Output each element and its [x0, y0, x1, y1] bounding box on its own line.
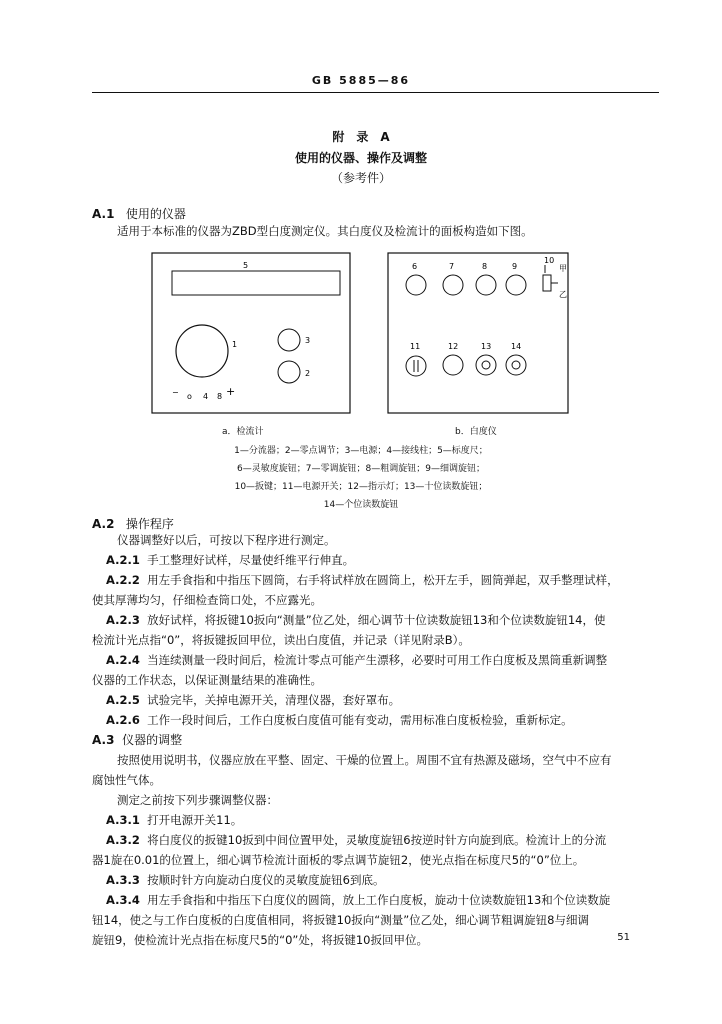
clause-number: A.3.3: [106, 873, 140, 887]
section-number: A.3: [92, 733, 115, 747]
a3-intro: 按照使用说明书，仪器应放在平整、固定、干燥的位置上。周围不宜有热源及磁场，空气中不应有: [117, 753, 612, 767]
section-number: A.2: [92, 517, 115, 531]
indicator-lamp: [443, 355, 463, 375]
clause-a2-3: [92, 610, 662, 630]
label-jia: 甲: [559, 264, 567, 273]
galvanometer-panel: [152, 253, 350, 413]
label-yi: 乙: [559, 290, 567, 299]
clause-a3-3: [92, 870, 662, 890]
clause-text-cont: 旋钮9，使检流计光点指在标度尺5的“0”处，将扳键10扳回甲位。: [92, 933, 428, 947]
label-8: 8: [482, 262, 488, 271]
legend-line: 10—扳键；11—电源开关；12—指示灯；13—十位读数旋钮；: [234, 482, 488, 492]
label-6: 6: [412, 262, 418, 271]
terminal-plus: +: [226, 385, 236, 398]
clause-number: A.2.3: [106, 613, 140, 627]
legend-line: 6—灵敏度旋钮；7—零调旋钮；8—粗调旋钮；9—细调旋钮；: [237, 464, 485, 474]
clause-text: 用左手食指和中指压下圆筒，右手将试样放在圆筒上，松开左手，圆筒弹起，双手整理试样，: [147, 573, 619, 587]
toggle-key: [543, 275, 551, 291]
label-7: 7: [449, 262, 455, 271]
a3-intro2: 测定之前按下列步骤调整仪器：: [117, 793, 278, 807]
tens-knob: [476, 355, 496, 375]
zero-knob: [443, 275, 463, 295]
terminal-o: o: [187, 392, 192, 401]
clause-number: A.3.1: [106, 813, 140, 827]
zero-adjust-knob: [278, 361, 300, 383]
clause-a2-2: [92, 570, 662, 590]
clause-number: A.3.2: [106, 833, 140, 847]
appendix-note: （参考件）: [330, 171, 391, 185]
a2-intro: 仪器调整好以后，可按以下程序进行测定。: [117, 533, 336, 547]
legend-line: 1—分流器；2—零点调节；3—电源；4—接线柱；5—标度尺；: [234, 446, 488, 456]
clause-text: 放好试样，将扳键10扳向“测量”位乙处，细心调节十位读数旋钮13和个位读数旋钮14，使: [147, 613, 606, 627]
clause-text: 打开电源开关11。: [147, 813, 243, 827]
section-title: 仪器的调整: [122, 733, 183, 747]
clause-text-cont: 使其厚薄均匀，仔细检查筒口处，不应露光。: [92, 593, 322, 607]
figure-legend: [0, 442, 722, 514]
clause-number: A.2.2: [106, 573, 140, 587]
terminal-minus: −: [172, 388, 179, 397]
coarse-knob: [476, 275, 496, 295]
clause-number: A.2.6: [106, 713, 140, 727]
clause-a3-4: [92, 890, 662, 910]
clause-text-cont: 仪器的工作状态，以保证测量结果的准确性。: [92, 673, 322, 687]
shunt-knob: [176, 325, 228, 377]
caption-b: b．白度仪: [455, 427, 497, 437]
page-number: 51: [617, 932, 630, 943]
standard-code: GB 5885—86: [311, 74, 411, 87]
label-12: 12: [448, 342, 459, 351]
label-14: 14: [511, 342, 522, 351]
label-11: 11: [410, 342, 421, 351]
clause-a2-5: [92, 690, 662, 710]
section-a1: [92, 205, 186, 222]
section-number: A.1: [92, 207, 115, 221]
clause-text: 按顺时针方向旋动白度仪的灵敏度旋钮6到底。: [147, 873, 385, 887]
instrument-figure: [140, 245, 580, 445]
clause-text: 工作一段时间后，工作白度板白度值可能有变动，需用标准白度板检验，重新标定。: [147, 713, 573, 727]
clause-text-cont: 钮14，使之与工作白度板的白度值相同，将扳键10扳向“测量”位乙处，细心调节粗调旋钮8与细调: [92, 913, 589, 927]
clause-number: A.2.5: [106, 693, 140, 707]
label-2: 2: [305, 369, 311, 378]
scale-window: [172, 271, 340, 295]
clause-a3-2: [92, 830, 662, 850]
units-knob: [506, 355, 526, 375]
appendix-label: 附 录 A: [332, 130, 390, 144]
clause-text: 将白度仪的扳键10扳到中间位置甲处，灵敏度旋钮6按逆时针方向旋到底。检流计上的分流: [147, 833, 607, 847]
clause-text-cont: 检流计光点指“0”，将扳键扳回甲位，读出白度值，并记录（详见附录B）。: [92, 633, 470, 647]
section-title: 使用的仪器: [125, 207, 186, 221]
terminal-8: 8: [217, 392, 223, 401]
label-1: 1: [232, 340, 238, 349]
clause-a2-6: [92, 710, 662, 730]
section-a3: [92, 730, 662, 750]
label-9: 9: [512, 262, 518, 271]
a2-body: [92, 530, 662, 950]
clause-a2-4: [92, 650, 662, 670]
label-3: 3: [305, 336, 311, 345]
legend-line: 14—个位读数旋钮: [323, 500, 399, 510]
fine-knob: [506, 275, 526, 295]
clause-number: A.3.4: [106, 893, 140, 907]
whiteness-meter-panel: [388, 253, 568, 413]
label-5: 5: [243, 261, 249, 270]
section-title: 操作程序: [125, 517, 174, 531]
clause-a2-1: [92, 550, 662, 570]
power-switch: [406, 356, 426, 376]
header-rule: [92, 92, 659, 93]
a1-text: 适用于本标准的仪器为ZBD型白度测定仪。其白度仪及检流计的面板构造如下图。: [117, 224, 533, 238]
appendix-title: 使用的仪器、操作及调整: [294, 151, 427, 165]
clause-number: A.2.1: [106, 553, 140, 567]
caption-a: a．检流计: [222, 427, 264, 437]
clause-text: 试验完毕，关掉电源开关，清理仪器，套好罩布。: [147, 693, 401, 707]
label-13: 13: [481, 342, 492, 351]
terminal-4: 4: [203, 392, 209, 401]
label-10: 10: [544, 256, 555, 265]
clause-text: 手工整理好试样，尽量使纤维平行伸直。: [147, 553, 355, 567]
a3-intro-cont: 腐蚀性气体。: [92, 773, 161, 787]
clause-a3-1: [92, 810, 662, 830]
clause-number: A.2.4: [106, 653, 140, 667]
clause-text: 当连续测量一段时间后，检流计零点可能产生漂移，必要时可用工作白度板及黑筒重新调整: [147, 653, 608, 667]
clause-text: 用左手食指和中指压下白度仪的圆筒，放上工作白度板，旋动十位读数旋钮13和个位读数旋: [147, 893, 611, 907]
power-knob: [278, 329, 300, 351]
sensitivity-knob: [406, 275, 426, 295]
clause-text-cont: 器1旋在0.01的位置上，细心调节检流计面板的零点调节旋钮2，使光点指在标度尺5的“0”位上。: [92, 853, 585, 867]
